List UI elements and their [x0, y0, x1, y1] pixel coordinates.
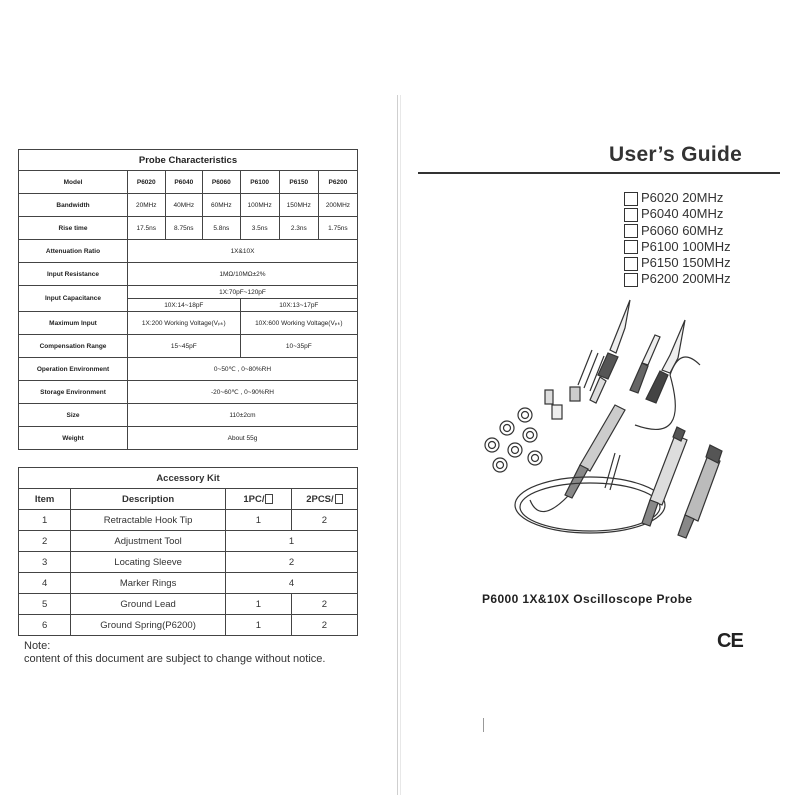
table-row [19, 510, 358, 531]
max-input-row [19, 312, 358, 335]
weight-value: About 55g [128, 427, 358, 450]
product-name: P6000 1X&10X Oscilloscope Probe [482, 592, 693, 606]
guide-title: User’s Guide [609, 143, 743, 166]
operation-row [19, 358, 358, 381]
note-label: Note: [24, 640, 51, 652]
model-cell: P6100 [240, 171, 279, 194]
bandwidth-cell: 200MHz [318, 194, 357, 217]
model-cell: P6040 [165, 171, 203, 194]
model-option-label: P6040 40MHz [641, 206, 724, 222]
table-row [19, 531, 358, 552]
page-fold-shadow [400, 95, 401, 795]
description-cell: Locating Sleeve [71, 552, 226, 573]
table-row [19, 615, 358, 636]
quantity-cell: 1 [225, 531, 357, 552]
max-input-1x: 1X:200 Working Voltage(Vₚₖ) [128, 312, 241, 335]
ce-mark: CE [717, 630, 743, 652]
item-cell: 2 [19, 531, 71, 552]
rise-time-label: Rise time [19, 217, 128, 240]
model-option[interactable] [624, 190, 731, 206]
page-mark [483, 718, 484, 732]
item-header: Item [19, 489, 71, 510]
accessory-header-row [19, 489, 358, 510]
size-label: Size [19, 404, 128, 427]
description-cell: Adjustment Tool [71, 531, 226, 552]
rise-time-cell: 1.75ns [318, 217, 357, 240]
checkbox-icon[interactable] [624, 224, 638, 238]
marker-rings-icon [485, 408, 542, 472]
one-pc-header-label: 1PC/ [243, 493, 265, 505]
table-row [19, 573, 358, 594]
hook-tip-icon [646, 320, 685, 403]
capacitance-10x-b: 10X:13~17pF [240, 299, 357, 312]
item-cell: 3 [19, 552, 71, 573]
model-cell: P6060 [203, 171, 241, 194]
checkbox-icon[interactable] [624, 240, 638, 254]
characteristics-title: Probe Characteristics [19, 150, 358, 171]
model-option[interactable] [624, 271, 731, 287]
size-row [19, 404, 358, 427]
accessory-kit-table [18, 467, 358, 636]
model-option-label: P6020 20MHz [641, 190, 724, 205]
model-row [19, 171, 358, 194]
weight-label: Weight [19, 427, 128, 450]
resistance-label: Input Resistance [19, 263, 128, 286]
one-pc-cell: 1 [225, 594, 291, 615]
two-pcs-cell: 2 [291, 594, 357, 615]
operation-label: Operation Environment [19, 358, 128, 381]
accessory-title: Accessory Kit [19, 468, 358, 489]
compensation-a: 15~45pF [128, 335, 241, 358]
title-rule [418, 172, 780, 174]
model-option[interactable] [624, 223, 731, 239]
model-cell: P6200 [318, 171, 357, 194]
hook-tip-icon [590, 300, 630, 403]
compensation-row [19, 335, 358, 358]
rise-time-row [19, 217, 358, 240]
model-checklist [624, 190, 731, 288]
model-label: Model [19, 171, 128, 194]
description-cell: Ground Spring(P6200) [71, 615, 226, 636]
one-pc-header [225, 489, 291, 510]
one-pc-cell: 1 [225, 615, 291, 636]
probe-illustration [470, 295, 730, 565]
max-input-label: Maximum Input [19, 312, 128, 335]
table-row [19, 594, 358, 615]
two-pcs-header-label: 2PCS/ [306, 493, 334, 505]
page-fold-line [397, 95, 398, 795]
description-cell: Ground Lead [71, 594, 226, 615]
two-pcs-header [291, 489, 357, 510]
item-cell: 6 [19, 615, 71, 636]
probe-characteristics-table [18, 149, 358, 450]
rise-time-cell: 2.3ns [279, 217, 318, 240]
bandwidth-cell: 60MHz [203, 194, 241, 217]
two-pcs-cell: 2 [291, 615, 357, 636]
max-input-10x: 10X:600 Working Voltage(Vₚₖ) [240, 312, 357, 335]
bandwidth-cell: 100MHz [240, 194, 279, 217]
storage-row [19, 381, 358, 404]
operation-value: 0~50℃ , 0~80%RH [128, 358, 358, 381]
rise-time-cell: 3.5ns [240, 217, 279, 240]
bnc-connector-icon [642, 427, 687, 526]
table-row [19, 552, 358, 573]
rise-time-cell: 8.75ns [165, 217, 203, 240]
attenuation-row [19, 240, 358, 263]
model-cell: P6020 [128, 171, 166, 194]
checkbox-icon[interactable] [624, 273, 638, 287]
two-pcs-cell: 2 [291, 510, 357, 531]
bnc-connector-icon [678, 445, 722, 538]
quantity-cell: 4 [225, 573, 357, 594]
model-cell: P6150 [279, 171, 318, 194]
resistance-row [19, 263, 358, 286]
model-option-label: P6060 60MHz [641, 222, 724, 238]
model-option[interactable] [624, 255, 731, 271]
bandwidth-row [19, 194, 358, 217]
package-icon [265, 494, 273, 504]
capacitance-10x-a: 10X:14~18pF [128, 299, 241, 312]
storage-value: -20~60℃ , 0~90%RH [128, 381, 358, 404]
attenuation-label: Attenuation Ratio [19, 240, 128, 263]
rise-time-cell: 5.8ns [203, 217, 241, 240]
description-header: Description [71, 489, 226, 510]
bandwidth-cell: 150MHz [279, 194, 318, 217]
description-cell: Marker Rings [71, 573, 226, 594]
weight-row [19, 427, 358, 450]
note-text: content of this document are subject to change without notice. [24, 653, 326, 665]
checkbox-icon[interactable] [624, 192, 638, 206]
model-option[interactable] [624, 206, 731, 222]
item-cell: 4 [19, 573, 71, 594]
bandwidth-cell: 20MHz [128, 194, 166, 217]
description-cell: Retractable Hook Tip [71, 510, 226, 531]
locating-sleeve-icon [545, 387, 580, 419]
checkbox-icon[interactable] [624, 257, 638, 271]
size-value: 110±2cm [128, 404, 358, 427]
quantity-cell: 2 [225, 552, 357, 573]
attenuation-value: 1X&10X [128, 240, 358, 263]
model-option[interactable] [624, 239, 731, 255]
one-pc-cell: 1 [225, 510, 291, 531]
model-option-label: P6100 100MHz [641, 238, 731, 254]
item-cell: 5 [19, 594, 71, 615]
compensation-b: 10~35pF [240, 335, 357, 358]
capacitance-1x: 1X:70pF~120pF [128, 286, 358, 299]
checkbox-icon[interactable] [624, 208, 638, 222]
model-option-label: P6150 150MHz [641, 255, 731, 271]
bandwidth-cell: 40MHz [165, 194, 203, 217]
compensation-label: Compensation Range [19, 335, 128, 358]
model-option-label: P6200 200MHz [641, 271, 731, 287]
storage-label: Storage Environment [19, 381, 128, 404]
rise-time-cell: 17.5ns [128, 217, 166, 240]
bandwidth-label: Bandwidth [19, 194, 128, 217]
package-icon [335, 494, 343, 504]
resistance-value: 1MΩ/10MΩ±2% [128, 263, 358, 286]
capacitance-label: Input Capacitance [19, 286, 128, 312]
capacitance-row [19, 286, 358, 299]
item-cell: 1 [19, 510, 71, 531]
